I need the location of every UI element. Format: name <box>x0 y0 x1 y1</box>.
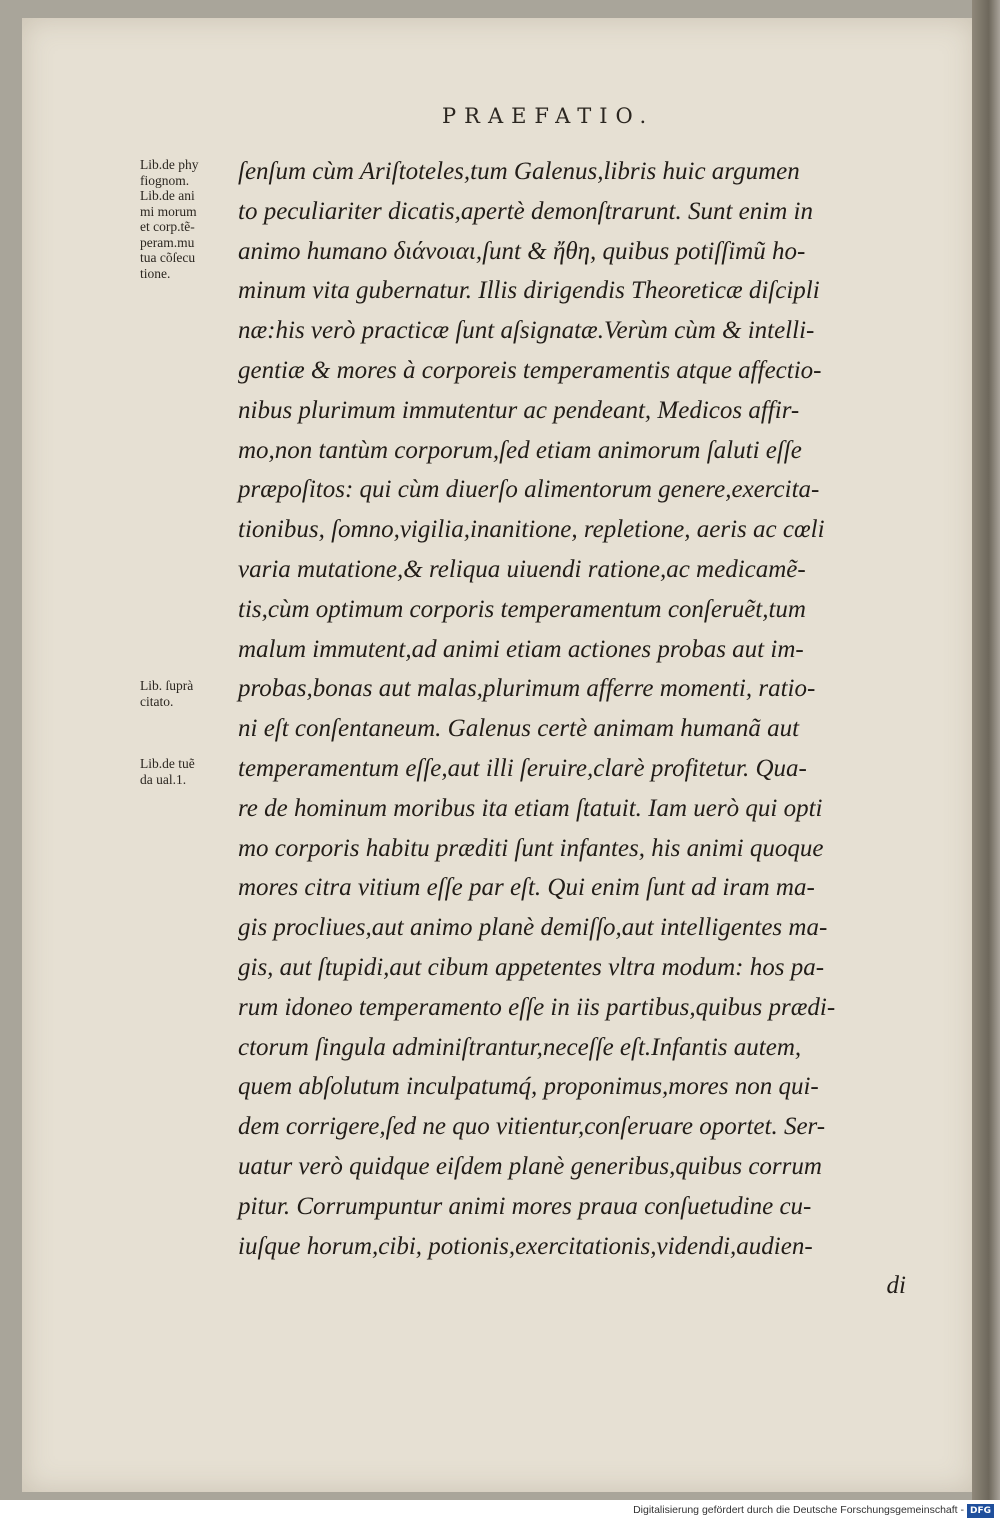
text-line: ſenſum cùm Ariſtoteles,tum Galenus,libris huic argumen <box>238 158 800 185</box>
body-text <box>238 152 906 1306</box>
text-line: re de hominum moribus ita etiam ſtatuit. Iam uerò qui opti <box>238 794 823 822</box>
text-line: varia mutatione,& reliqua uiuendi ratione,ac medicamẽ- <box>238 555 806 583</box>
text-line: tis,cùm optimum corporis temperamentum conſeruẽt,tum <box>238 595 806 623</box>
text-line: nibus plurimum immutentur ac pendeant, Medicos affir- <box>238 396 800 424</box>
text-line: malum immutent,ad animi etiam actiones probas aut im- <box>238 635 804 663</box>
funding-credit: Digitalisierung gefördert durch die Deutsche Forschungsgemeinschaft - <box>633 1504 964 1516</box>
text-line: dem corrigere,ſed ne quo vitientur,conſeruare oportet. Ser- <box>238 1113 826 1141</box>
dfg-logo: DFG <box>967 1504 994 1518</box>
text-line: di <box>886 1272 906 1300</box>
text-line: ctorum ſingula adminiſtrantur,neceſſe eſt.Infantis autem, <box>238 1033 802 1061</box>
text-line: uatur verò quidque eiſdem planè generibus,quibus corrum <box>238 1152 822 1180</box>
text-line: rum idoneo temperamento eſſe in iis partibus,quibus prædi- <box>238 993 836 1021</box>
text-line: ni eſt conſentaneum. Galenus certè animam humanã aut <box>238 715 800 743</box>
text-line: animo humano διάνοιαι,ſunt & ἤθη, quibus potiſſimũ ho- <box>238 237 806 265</box>
margin-note: Lib. ſuprà citato. <box>140 678 194 709</box>
margin-note: Lib.de tuẽ da ual.1. <box>140 756 195 787</box>
text-line: gis, aut ſtupidi,aut cibum appetentes vltra modum: hos pa- <box>238 953 825 981</box>
margin-note: Lib.de phy fiognom. Lib.de ani mi morum et corp.tẽ- peram.mu tua cõſecu tione. <box>140 157 199 281</box>
text-line: probas,bonas aut malas,plurimum afferre momenti, ratio- <box>238 675 816 703</box>
text-line: to peculiariter dicatis,apertè demonſtrarunt. Sunt enim in <box>238 197 813 225</box>
text-line: temperamentum eſſe,aut illi ſeruire,clarè profitetur. Qua- <box>238 754 807 782</box>
text-line: minum vita gubernatur. Illis dirigendis Theoreticæ diſcipli <box>238 277 820 305</box>
text-line: pitur. Corrumpuntur animi mores praua conſuetudine cu- <box>238 1192 812 1220</box>
text-line: gis procliues,aut animo planè demiſſo,aut intelligentes ma- <box>238 914 828 942</box>
text-line: næ:his verò practicæ ſunt aſsignatæ.Verùm cùm & intelli- <box>238 317 815 345</box>
book-binding-edge <box>972 0 1000 1500</box>
text-line: mo corporis habitu præditi ſunt infantes, his animi quoque <box>238 834 824 862</box>
text-line: iuſque horum,cibi, potionis,exercitationis,videndi,audien- <box>238 1232 813 1260</box>
text-line: gentiæ & mores à corporeis temperamentis atque affectio- <box>238 356 822 384</box>
text-line: quem abſolutum inculpatumq́, proponimus,mores non qui- <box>238 1073 819 1101</box>
text-line: tionibus, ſomno,vigilia,inanitione, repletione, aeris ac cœli <box>238 516 825 544</box>
text-line: mores citra vitium eſſe par eſt. Qui enim ſunt ad iram ma- <box>238 874 815 902</box>
text-line: mo,non tantùm corporum,ſed etiam animorum ſaluti eſſe <box>238 436 802 464</box>
running-head: PRAEFATIO. <box>442 104 655 128</box>
text-line: præpoſitos: qui cùm diuerſo alimentorum genere,exercita- <box>238 476 820 504</box>
digitization-footer <box>0 1500 1000 1523</box>
